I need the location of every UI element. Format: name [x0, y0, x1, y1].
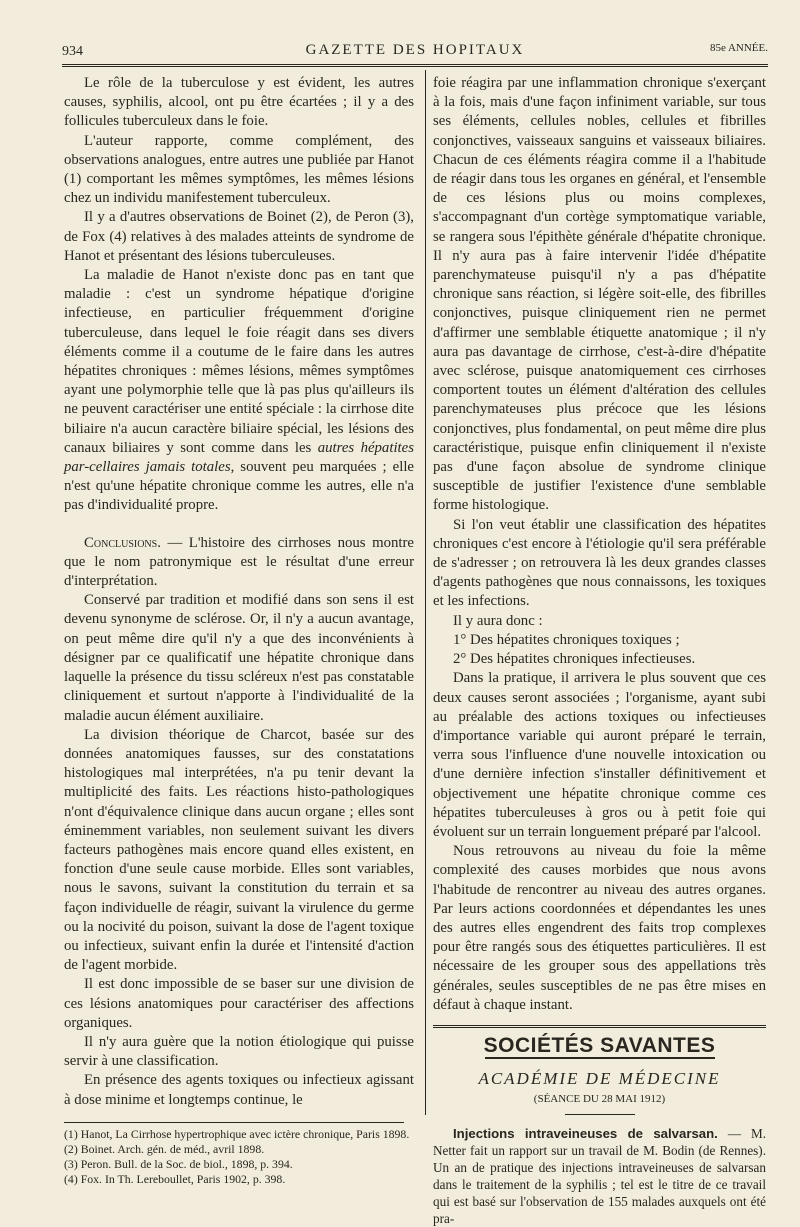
footnotes	[64, 1127, 414, 1187]
paragraph-text: — L'histoire des cirrhoses nous montre que le nom patronymique est le résultat d'une erreur d'interprétation.	[64, 534, 414, 590]
paragraph-text: , souvent peu marquées ; elle n'est qu'une hépatite chronique comme les autres, elle n'a pas d'individualité propre.	[64, 459, 414, 514]
journal-title: GAZETTE DES HOPITAUX	[305, 42, 525, 58]
paragraph: foie réagira par une inflammation chronique s'exerçant à la fois, mais d'une façon infiniment variable, sur tous ses éléments, cellules nobles, cellules et fibrilles conjonctives, vaisseaux sanguins et vaisseaux biliaires. Chacun de ces éléments réagira comme il a l'habitude de réagir dans tous les organes en général, et l'ensemble de ces lésions plus ou moins complexes, s'accompagnant d'un cortège symptomatique variable, se rangera sous l'épithète générale d'hépatite chronique. Il n'y aura pas à faire intervenir l'idée d'hépatite parenchymateuse puisqu'il n'y a pas d'hépatite chronique sans réaction, si légère soit-elle, des fibrilles conjonctives, puisque cliniquement rien ne permet d'affirmer une semblable étiquette anatomique ; il n'y aura pas davantage de cirrhose, c'est-à-dire d'hépatite avec sclérose, puisque anatomiquement ces cirrhoses comportent toutes un élément d'altération des cellules parenchymateuses plus précoce que les lésions conjonctives, plus fondamental, on peut même dire plus caractéristique, puisque enfin cliniquement il n'existe pas d'une façon absolue de syndrome clinique susceptible de justifier l'existence d'une semblable forme histologique.	[433, 75, 766, 514]
paragraph: Conservé par tradition et modifié dans son sens il est devenu synonyme de sclérose. Or, il n'y a aucun avantage, on peut même dire qu'il n'y a que des inconvénients à désigner par ce qualificatif une hépatite chronique dans laquelle la présence du tissu scléreux n'est pas constatable cliniquement et surtout n'apporte à l'individualité de la maladie aucun élément auxiliaire.	[64, 592, 414, 724]
left-column	[64, 74, 414, 1187]
right-column	[433, 74, 766, 1227]
paragraph: Si l'on veut établir une classification des hépatites chroniques c'est encore à l'étiologie qu'il sera préférable de s'adresser ; on retrouvera là les deux grandes classes d'agents pathogènes que nous connaissons, les toxiques et les infections.	[433, 516, 766, 610]
paragraph: Nous retrouvons au niveau du foie la même complexité des causes morbides que nous avons l'habitude de rencontrer au niveau des autres organes. Par leurs actions coordonnées et dépendantes les unes des autres elles engendrent des faits trop complexes pour être rangés sous des étiquettes particulières. Il est nécessaire de les grouper sous des appellations très générales, seules susceptibles de ne pas être mises en défaut à chaque instant.	[433, 843, 766, 1013]
footnote: (4) Fox. In Th. Lereboullet, Paris 1902, p. 398.	[64, 1171, 286, 1186]
section-separator	[433, 1025, 766, 1028]
paragraph: Il n'y aura guère que la notion étiologique qui puisse servir à une classification.	[64, 1033, 414, 1070]
report-paragraph	[433, 1125, 766, 1227]
paragraph: Il est donc impossible de se baser sur une division de ces lésions anatomiques pour caractériser des affections organiques.	[64, 976, 414, 1031]
academy-heading: ACADÉMIE DE MÉDECINE	[478, 1069, 721, 1089]
list-item: 2° Des hépatites chroniques infectieuses.	[453, 651, 696, 668]
paragraph	[64, 266, 414, 516]
short-rule	[565, 1114, 635, 1115]
conclusions-label: Conclusions.	[84, 534, 161, 551]
paragraph: La division théorique de Charcot, basée sur des données anatomiques fausses, sur des constatations histologiques mal interprétées, n'a pu tenir devant la multiplicité des faits. Les réactions histo-pathologiques n'ont d'équivalence clinique dans aucun organe ; elles sont éminemment variables, non seulement suivant les divers facteurs pathogènes mais encore quand elles existent, en fonction d'une seule cause morbide. Elles sont variables, nous le savons, suivant la constitution du terrain et sa façon individuelle de réagir, suivant la virulence du germe ou la nocivité du poison, suivant la dose de l'agent toxique ou infectieux, suivant enfin la durée et l'intensité d'action de l'agent morbide.	[64, 726, 414, 974]
classification-list	[433, 631, 766, 669]
section-title: SOCIÉTÉS SAVANTES	[483, 1033, 716, 1057]
page-header	[62, 34, 768, 64]
report-text: — M. Netter fait un rapport sur un travail de M. Bodin (de Rennes). Un an de pratique des injections intraveineuses de salvarsan dans le traitement de la syphilis ; tel est le titre de ce travail qui est basé sur l'observation de 155 malades auxquels ont été pra-	[433, 1125, 766, 1226]
list-item: 1° Des hépatites chroniques toxiques ;	[453, 631, 680, 648]
paragraph: Dans la pratique, il arrivera le plus souvent que ces deux causes seront associées ; l'organisme, ayant subi au préalable des actions toxiques ou infectieuses d'importance variable qui auront préparé le terrain, verra sous l'influence d'une nouvelle intoxication ou d'une dernière infection s'installer définitivement et objectivement une hépatite chronique comme ces hépatites tuberculeuses à gros ou à petit foie qui évoluent sur un terrain longuement préparé par l'alcool.	[433, 670, 766, 840]
volume-year: 85e ANNÉE.	[709, 42, 768, 54]
paragraph-text: La maladie de Hanot n'existe donc pas en tant que maladie : c'est un syndrome hépatique d'origine infectieuse, en particulier fréquemment d'origine tuberculeuse, dans lequel le foie réagit dans ses divers éléments comme il a coutume de le faire dans les autres hépatites chroniques : mêmes lésions, mêmes symptômes ayant une polymorphie telle que là pas plus qu'ailleurs ils ne peuvent caractériser une entité spéciale : la cirrhose dite biliaire n'a aucun caractère biliaire spécial, les lésions des canaux biliaires y sont comme dans les	[64, 267, 414, 456]
paragraph: Le rôle de la tuberculose y est évident, les autres causes, syphilis, alcool, ont pu être écartées ; il y a des follicules tuberculeux dans le foie.	[64, 75, 414, 130]
footnote: (3) Peron. Bull. de la Soc. de biol., 1898, p. 394.	[64, 1156, 293, 1171]
footnote: (1) Hanot, La Cirrhose hypertrophique avec ictère chronique, Paris 1898.	[64, 1126, 410, 1141]
footnote: (2) Boinet. Arch. gén. de méd., avril 1898.	[64, 1141, 265, 1156]
section-title-rule	[485, 1057, 715, 1059]
conclusions-paragraph	[64, 534, 414, 592]
paragraph: Il y a d'autres observations de Boinet (2), de Peron (3), de Fox (4) relatives à des malades atteints de syndrome de Hanot et présentant des lésions tuberculeuses.	[64, 209, 414, 264]
italic-phrase: autres hépatites par-cellaires jamais totales	[64, 439, 414, 476]
paragraph: L'auteur rapporte, comme complément, des observations analogues, entre autres une publiée par Hanot (1) comportant les mêmes symptômes, les mêmes lésions chez un individu manifestement tuberculeux.	[64, 132, 414, 207]
column-divider	[425, 70, 426, 1115]
page-number: 934	[62, 44, 83, 59]
paragraph: Il y aura donc :	[453, 612, 543, 629]
footnote-rule	[64, 1122, 404, 1123]
paragraph: En présence des agents toxiques ou infectieux agissant à dose minime et longtemps continue, le	[64, 1072, 414, 1108]
header-rule	[62, 64, 768, 67]
session-date: (SÉANCE DU 28 MAI 1912)	[533, 1093, 666, 1106]
report-title: Injections intraveineuses de salvarsan.	[453, 1125, 718, 1141]
